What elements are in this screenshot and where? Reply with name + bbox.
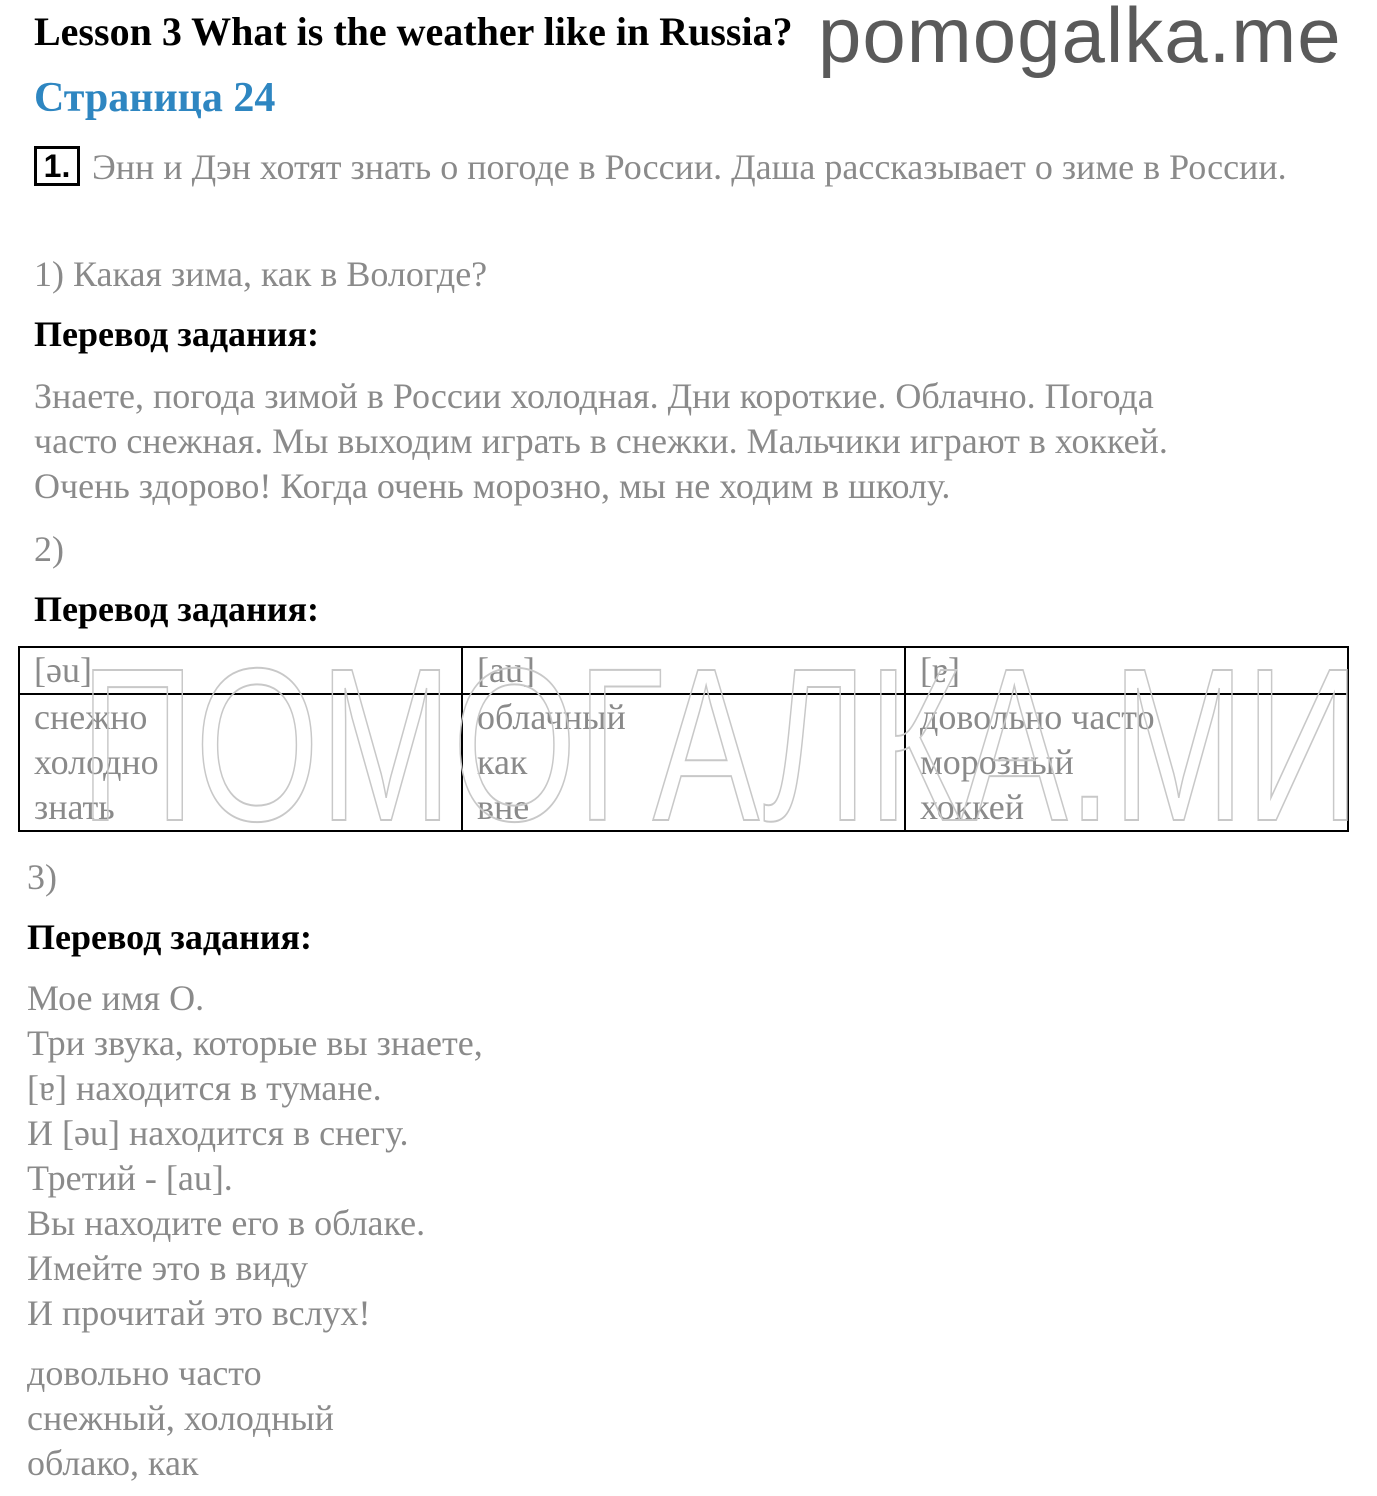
part3-poem bbox=[27, 976, 483, 1336]
lesson-title: Lesson 3 What is the weather like in Russia? bbox=[34, 9, 793, 54]
poem-line: Мое имя О. bbox=[27, 978, 205, 1018]
sounds-table-words-row bbox=[19, 694, 1348, 831]
part1-question: 1) Какая зима, как в Вологде? bbox=[34, 254, 488, 294]
word-cell: хоккей bbox=[920, 787, 1024, 827]
word-cell: морозный bbox=[920, 742, 1074, 782]
part1-line: Очень здорово! Когда очень морозно, мы не ходим в школу. bbox=[34, 466, 951, 506]
poem-line: И прочитай это вслух! bbox=[27, 1293, 371, 1333]
page-heading: Страница 24 bbox=[34, 75, 276, 121]
part3-number: 3) bbox=[27, 857, 57, 897]
poem-line: Имейте это в виду bbox=[27, 1248, 309, 1288]
sound-column-au bbox=[462, 694, 905, 831]
part3-words bbox=[27, 1351, 334, 1486]
task-intro: Энн и Дэн хотят знать о погоде в России. Даша рассказывает о зиме в России. bbox=[92, 147, 1287, 187]
part3-translation-label: Перевод задания: bbox=[27, 917, 312, 957]
sounds-table-header-row bbox=[19, 647, 1348, 694]
poem-line: Третий - [au]. bbox=[27, 1158, 233, 1198]
sound-column-a bbox=[905, 694, 1348, 831]
sounds-table bbox=[18, 646, 1349, 832]
word-line: снежный, холодный bbox=[27, 1398, 334, 1438]
part2-translation-label: Перевод задания: bbox=[34, 589, 319, 629]
poem-line: [ɐ] находится в тумане. bbox=[27, 1068, 382, 1108]
sound-header-a: [ɐ] bbox=[905, 647, 1348, 694]
table-watermark-text: ПОМОГАЛКА.МИ bbox=[80, 630, 1360, 860]
part1-translation bbox=[34, 374, 1168, 509]
poem-line: Вы находите его в облаке. bbox=[27, 1203, 426, 1243]
poem-line: И [əu] находится в снегу. bbox=[27, 1113, 409, 1153]
part1-line: часто снежная. Мы выходим играть в снежки. Мальчики играют в хоккей. bbox=[34, 421, 1168, 461]
sound-header-ou: [əu] bbox=[19, 647, 462, 694]
word-cell: знать bbox=[34, 787, 115, 827]
word-line: облако, как bbox=[27, 1443, 199, 1483]
poem-line: Три звука, которые вы знаете, bbox=[27, 1023, 483, 1063]
word-cell: вне bbox=[477, 787, 530, 827]
word-cell: облачный bbox=[477, 697, 626, 737]
word-line: довольно часто bbox=[27, 1353, 262, 1393]
sound-header-au: [au] bbox=[462, 647, 905, 694]
part1-translation-label: Перевод задания: bbox=[34, 314, 319, 354]
word-cell: как bbox=[477, 742, 528, 782]
part2-number: 2) bbox=[34, 529, 64, 569]
word-cell: снежно bbox=[34, 697, 148, 737]
word-cell: довольно часто bbox=[920, 697, 1155, 737]
word-cell: холодно bbox=[34, 742, 159, 782]
sound-column-ou bbox=[19, 694, 462, 831]
site-watermark: pomogalka.me bbox=[818, 0, 1342, 79]
task-number-box: 1. bbox=[34, 146, 80, 186]
part1-line: Знаете, погода зимой в России холодная. Дни короткие. Облачно. Погода bbox=[34, 376, 1154, 416]
